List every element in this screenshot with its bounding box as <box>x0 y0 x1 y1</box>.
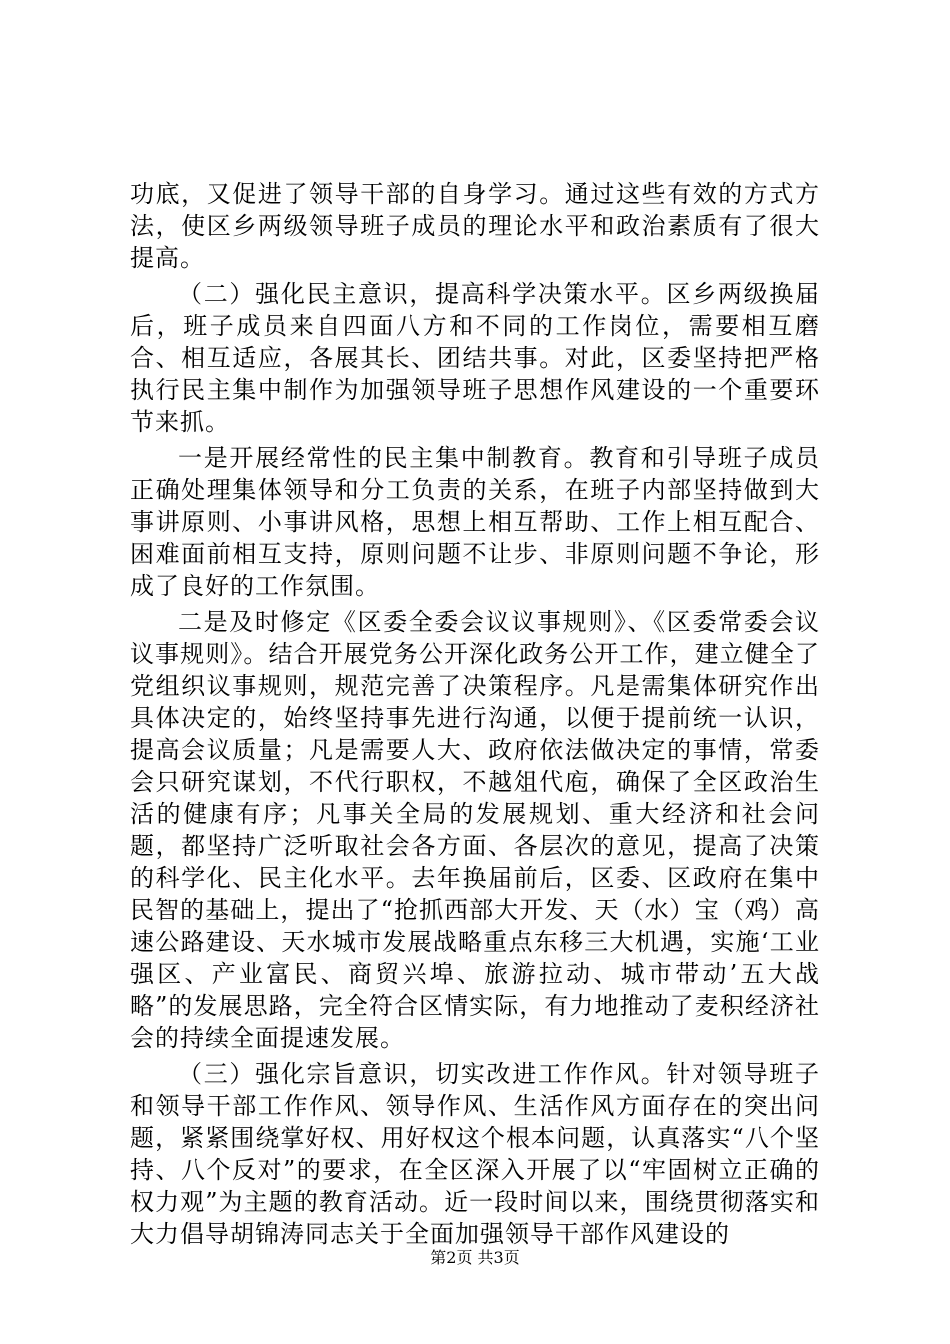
paragraph-section-three: （三）强化宗旨意识，切实改进工作作风。针对领导班子和领导干部工作作风、领导作风、生活作风方面存在的突出问题，紧紧围绕掌好权、用好权这个根本问题，认真落实“八个坚持、八个反对”的要求，在全区深入开展了以“牢固树立正确的权力观”为主题的教育活动。近一段时间以来，围绕贯彻落实和大力倡导胡锦涛同志关于全面加强领导干部作风建设的 <box>130 1060 820 1248</box>
paragraph-point-two: 二是及时修定《区委全委会议议事规则》、《区委常委会议议事规则》。结合开展党务公开深化政务公开工作，建立健全了党组织议事规则，规范完善了决策程序。凡是需集体研究作出具体决定的，始终坚持事先进行沟通，以便于提前统一认识，提高会议质量；凡是需要人大、政府依法做决定的事情，常委会只研究谋划，不代行职权，不越俎代庖，确保了全区政治生活的健康有序；凡事关全局的发展规划、重大经济和社会问题，都坚持广泛听取社会各方面、各层次的意见，提高了决策的科学化、民主化水平。去年换届前后，区委、区政府在集中民智的基础上，提出了“抢抓西部大开发、天（水）宝（鸡）高速公路建设、天水城市发展战略重点东移三大机遇，实施‘工业强区、产业富民、商贸兴埠、旅游拉动、城市带动’五大战略”的发展思路，完全符合区情实际，有力地推动了麦积经济社会的持续全面提速发展。 <box>130 608 820 1052</box>
document-body <box>130 178 820 1254</box>
paragraph-continuation: 功底，又促进了领导干部的自身学习。通过这些有效的方式方法，使区乡两级领导班子成员的理论水平和政治素质有了很大提高。 <box>130 180 820 272</box>
paragraph-point-one: 一是开展经常性的民主集中制教育。教育和引导班子成员正确处理集体领导和分工负责的关系，在班子内部坚持做到大事讲原则、小事讲风格，思想上相互帮助、工作上相互配合、困难面前相互支持，原则问题不让步、非原则问题不争论，形成了良好的工作氛围。 <box>130 444 820 600</box>
page-footer: 第2页 共3页 <box>430 1248 520 1267</box>
paragraph-section-two: （二）强化民主意识，提高科学决策水平。区乡两级换届后，班子成员来自四面八方和不同的工作岗位，需要相互磨合、相互适应，各展其长、团结共事。对此，区委坚持把严格执行民主集中制作为加强领导班子思想作风建设的一个重要环节来抓。 <box>130 280 820 436</box>
